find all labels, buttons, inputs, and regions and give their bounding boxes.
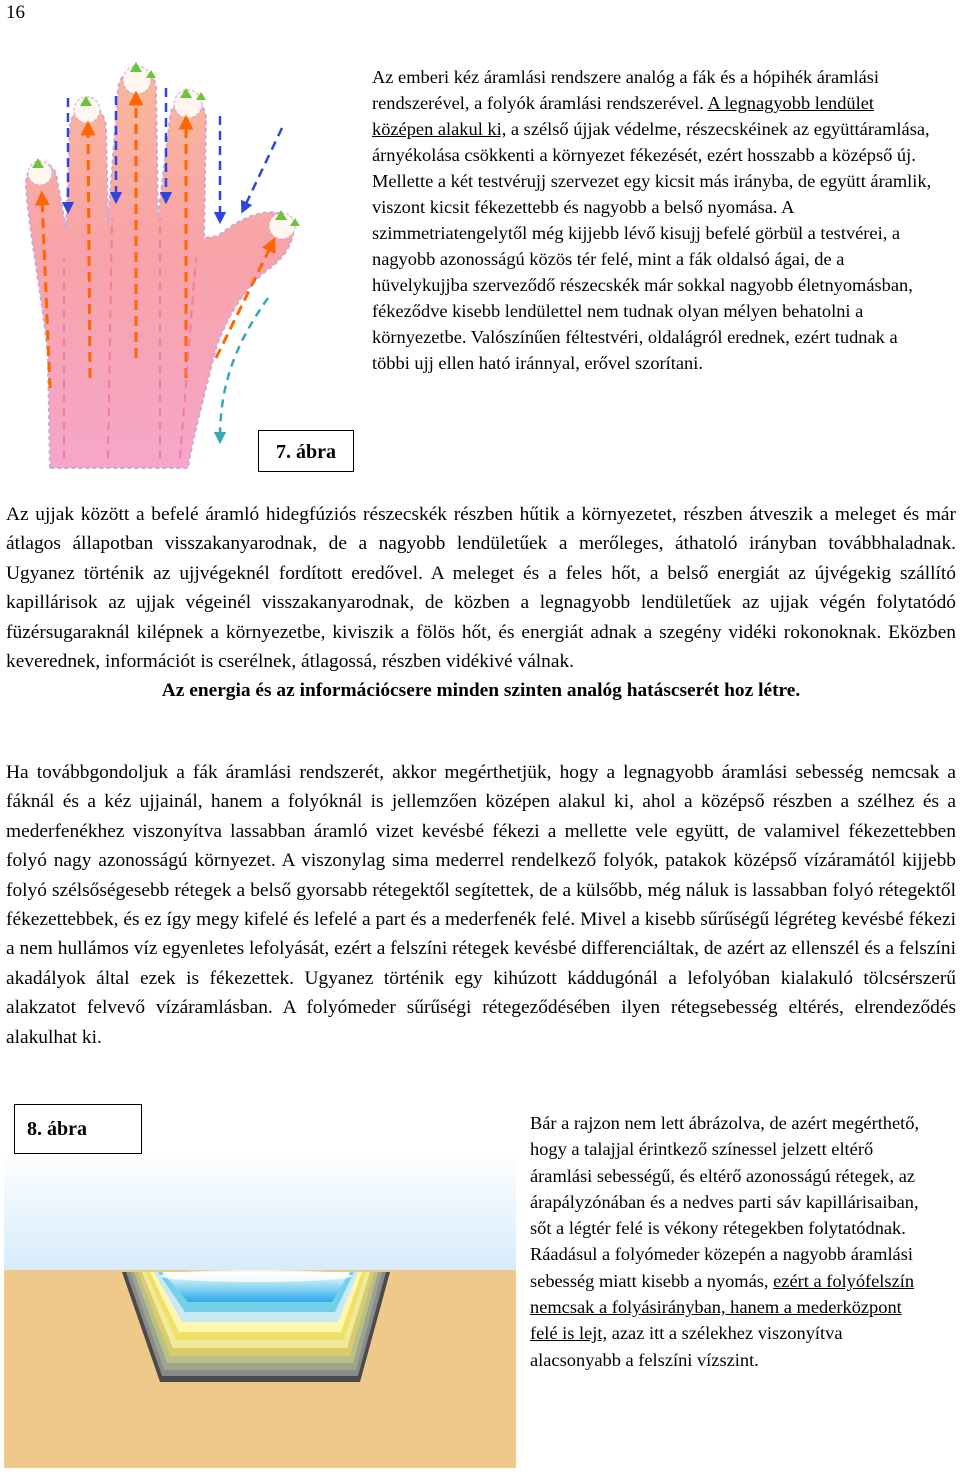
side-text-2-pre: Bár a rajzon nem lett ábrázolva, de azért megérthető, hogy a talajjal érintkező színessel jelzett eltérő áramlási sebességű, és eltérő azonosságú rétegek, az árapályzónában és a nedves parti sáv kapillárisaiban, sőt a légtér felé is vékony rétegekben folytatódnak. Ráadásul a folyómeder közepén a nagyobb áramlási sebesség miatt kisebb a nyomás, <box>530 1113 920 1291</box>
riverbed-illustration <box>4 1150 516 1468</box>
figure-8-caption-text <box>530 1110 930 1373</box>
paragraph-2: Ha továbbgondoljuk a fák áramlási rendszerét, akkor megérthetjük, hogy a legnagyobb áramlási sebesség nemcsak a fáknál és a kéz ujjainál, hanem a folyóknál is jellemzően középen alakul ki, ahol a középső részben a szélhez és a mederfenékhez viszonyítva lassabban áramló vizet kevésbé fékezi a mellette vele együtt, de valamivel fékezettebben folyó nagy azonosságú környezet. A viszonylag sima mederrel rendelkező folyók, patakok középső vízáramától kijjebb folyó szélsőségesebb rétegek a belső gyorsabb rétegektől segítettek, de a külsőbb, még náluk is lassabban folyó rétegektől fékezettebbek, és ez így megy kifelé és lefelé a part és a mederfenék felé. Mivel a kisebb sűrűségű légréteg kevésbé fékezi a nem hullámos víz egyenletes lefolyását, ezért a felszíni rétegek kevésbé differenciáltak, de azért az ellenszél és a felszíni akadályok által ezek is fékezettek. Ugyanez történik egy kihúzott káddugónál a lefolyóban kialakuló tölcsérszerű alakzatot felvevő vízáramlásban. A folyómeder sűrűségi rétegeződésében ilyen rétegsebesség eltérés, elrendeződés alakulhat ki. <box>6 762 956 1048</box>
hand-illustration <box>20 58 360 490</box>
figure-7-label: 7. ábra <box>258 430 354 472</box>
side-text-1-pre: Az emberi kéz áramlási rendszere analóg a fák és a hópihék áramlási rendszerével, a folyók áramlási rendszerével. <box>372 67 880 113</box>
figure-7-caption-text <box>372 64 932 376</box>
side-text-2-underlined: ezért a folyófelszín nemcsak a folyásirányban, hanem a mederközpont felé is lejt, <box>530 1270 915 1344</box>
figure-8 <box>4 1150 516 1468</box>
paragraph-1 <box>6 500 956 706</box>
page-number: 16 <box>6 2 25 23</box>
sky <box>4 1150 516 1290</box>
figure-8-label: 8. ábra <box>14 1104 142 1154</box>
riverbed-layers <box>122 1272 390 1382</box>
paragraph-1-text: Az ujjak között a befelé áramló hidegfúziós részecskék részben hűtik a környezetet, részben átveszik a meleget és már átlagos állapotban visszakanyarodnak, de a nagyobb lendületűek a merőleges, áthatoló irányban továbbhaladnak. Ugyanez történik az ujjvégeknél fordított eredővel. A meleget és a feles hőt, a belső energiát az újvégekig szállító kapillárisok az ujjak végeinél visszakanyarodnak, de közben a legnagyobb lendületűek az ujjak végén folytatódó füzérsugaraknál kilépnek a környezetbe, kiviszik a fölös hőt, és energiát adnak a szegény vidéki rokonoknak. Eközben keverednek, információt is cserélnek, átlagossá, részben vidékivé válnak. <box>6 504 956 673</box>
side-text-2-post: azaz itt a szélekhez viszonyítva alacsonyabb a felszíni vízszint. <box>530 1323 843 1370</box>
side-text-1-underlined: A legnagyobb lendület középen alakul ki, <box>372 93 874 139</box>
paragraph-1-bold-line: Az energia és az információcsere minden szinten analóg hatáscserét hoz létre. <box>161 680 801 702</box>
water-surface <box>160 1270 352 1282</box>
side-text-1-post: a szélső újjak védelme, részecskéinek az együttáramlása, árnyékolása csökkenti a környezet fékezését, ezért hosszabb a középső új. Mellette a két testvérujj szervezet egy kicsit más irányba, de együtt áramlik, viszont kicsit fékezettebb és nagyobb a belső nyomása. A szimmetriatengelytől még kijjebb lévő kisujj befelé görbül a testvérei, a nagyobb azonosságú közös tér felé, mint a fák oldalsó ágai, de a hüvelykujjba szerveződő részecskék már sokkal nagyobb életnyomásban, fékeződve kisebb lendülettel nem tudnak olyan mélyen behatolni a környezetbe. Valószínűen féltestvéri, oldalágról erednek, ezért tudnak a többi ujj ellen ható iránnyal, erővel szorítani. <box>372 119 932 373</box>
figure-7 <box>20 58 360 490</box>
